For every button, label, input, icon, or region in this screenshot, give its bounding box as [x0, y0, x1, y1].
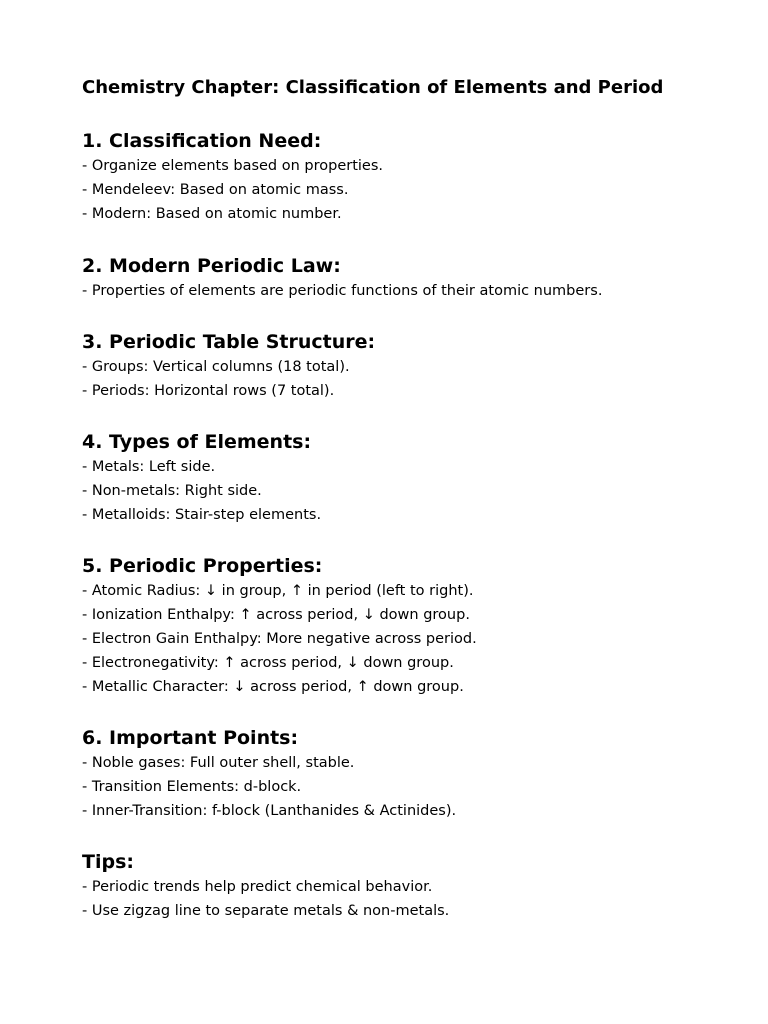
- section-item-list: [82, 455, 762, 527]
- list-item: - Organize elements based on properties.: [82, 158, 384, 174]
- section-types-of-elements: [82, 429, 762, 527]
- section-item-list: [82, 355, 762, 403]
- section-heading: 2. Modern Periodic Law:: [82, 255, 341, 277]
- section-item-list: [82, 579, 762, 699]
- section-periodic-properties: [82, 553, 762, 699]
- section-heading: 6. Important Points:: [82, 727, 299, 749]
- list-item: - Noble gases: Full outer shell, stable.: [82, 755, 355, 771]
- section-item-list: [82, 751, 762, 823]
- section-heading: 4. Types of Elements:: [82, 431, 312, 453]
- list-item: - Transition Elements: d-block.: [82, 779, 302, 795]
- list-item: - Atomic Radius: ↓ in group, ↑ in period (left to right).: [82, 583, 474, 599]
- section-heading: 1. Classification Need:: [82, 130, 322, 152]
- section-item-list: [82, 875, 762, 923]
- section-heading: 5. Periodic Properties:: [82, 555, 323, 577]
- list-item: - Metals: Left side.: [82, 459, 216, 475]
- section-heading: 3. Periodic Table Structure:: [82, 331, 376, 353]
- list-item: - Modern: Based on atomic number.: [82, 206, 342, 222]
- section-item-list: [82, 279, 762, 303]
- list-item: - Metalloids: Stair-step elements.: [82, 507, 322, 523]
- section-periodic-table-structure: [82, 329, 762, 403]
- section-tips: [82, 849, 762, 923]
- list-item: - Periodic trends help predict chemical behavior.: [82, 879, 433, 895]
- list-item: - Groups: Vertical columns (18 total).: [82, 359, 350, 375]
- section-classification-need: [82, 128, 762, 226]
- section-heading: Tips:: [82, 851, 134, 873]
- section-important-points: [82, 725, 762, 823]
- list-item: - Non-metals: Right side.: [82, 483, 262, 499]
- list-item: - Inner-Transition: f-block (Lanthanides & Actinides).: [82, 803, 457, 819]
- list-item: - Electronegativity: ↑ across period, ↓ down group.: [82, 655, 454, 671]
- section-item-list: [82, 154, 762, 226]
- list-item: - Periods: Horizontal rows (7 total).: [82, 383, 335, 399]
- section-modern-periodic-law: [82, 253, 762, 303]
- list-item: - Ionization Enthalpy: ↑ across period, ↓ down group.: [82, 607, 470, 623]
- list-item: - Electron Gain Enthalpy: More negative across period.: [82, 631, 477, 647]
- list-item: - Metallic Character: ↓ across period, ↑ down group.: [82, 679, 464, 695]
- list-item: - Use zigzag line to separate metals & non-metals.: [82, 903, 450, 919]
- list-item: - Mendeleev: Based on atomic mass.: [82, 182, 349, 198]
- document-title: Chemistry Chapter: Classification of Elements and Period: [82, 77, 664, 98]
- list-item: - Properties of elements are periodic functions of their atomic numbers.: [82, 283, 603, 299]
